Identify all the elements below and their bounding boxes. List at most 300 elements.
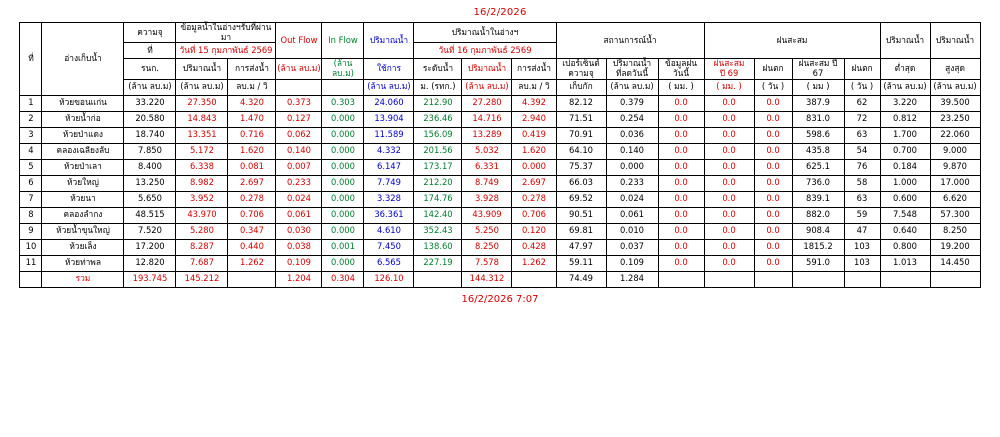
cell-percent: 69.81: [556, 223, 606, 239]
col-rain67-unit: ( มม ): [792, 79, 844, 95]
cell-rain_69: 0.0: [704, 111, 754, 127]
summary-rain_days_69: [754, 271, 792, 287]
cell-rain_today: 0.0: [658, 207, 704, 223]
col-index: ที่: [20, 23, 42, 96]
col-group-prev-storage: ข้อมูลน้ำในอ่างฯรับที่ผ่านมา: [176, 23, 276, 43]
cell-percent: 69.52: [556, 191, 606, 207]
cell-rain_days_67: 62: [844, 95, 880, 111]
cell-out_flow: 0.007: [276, 159, 322, 175]
col-rain67-l1-sub: 67: [812, 67, 824, 78]
cell-drop: 0.379: [606, 95, 658, 111]
cell-in_flow: 0.000: [322, 191, 364, 207]
col-group-status: สถานการณ์น้ำ: [556, 23, 704, 59]
col-min-volume-unit: (ล้าน ลบ.ม): [880, 79, 930, 95]
cell-out_flow: 0.030: [276, 223, 322, 239]
cell-rain_days_69: 0.0: [754, 175, 792, 191]
cell-idx: 7: [20, 191, 42, 207]
cell-rain_days_69: 0.0: [754, 223, 792, 239]
col-today-vol-l1: ปริมาณน้ำ: [462, 59, 512, 79]
cell-max: 14.450: [930, 255, 980, 271]
col-drop-unit: (ล้าน ลบ.ม): [606, 79, 658, 95]
col-today-date: วันที่ 16 กุมภาพันธ์ 2569: [414, 43, 556, 59]
col-rain-today-l1: ข้อมูลฝน วันนี้: [658, 59, 704, 79]
summary-index-blank: [20, 271, 42, 287]
header-row-3: [20, 59, 980, 79]
summary-max: [930, 271, 980, 287]
cell-use_vol: 7.450: [364, 239, 414, 255]
summary-level: [414, 271, 462, 287]
cell-rain_67: 908.4: [792, 223, 844, 239]
cell-drop: 0.037: [606, 239, 658, 255]
cell-drop: 0.010: [606, 223, 658, 239]
cell-out_flow: 0.038: [276, 239, 322, 255]
cell-capacity: 18.740: [124, 127, 176, 143]
table-row: [20, 127, 980, 143]
cell-name: ห้วยน้ำขุนใหญ่: [42, 223, 124, 239]
cell-out_flow: 0.109: [276, 255, 322, 271]
cell-use_vol: 3.328: [364, 191, 414, 207]
cell-rain_69: 0.0: [704, 223, 754, 239]
cell-prev_vol: 27.350: [176, 95, 228, 111]
cell-drop: 0.036: [606, 127, 658, 143]
cell-level: 173.17: [414, 159, 462, 175]
cell-vol: 27.280: [462, 95, 512, 111]
summary-prev_vol: 145.212: [176, 271, 228, 287]
summary-use_vol: 126.10: [364, 271, 414, 287]
summary-drop: 1.284: [606, 271, 658, 287]
cell-drop: 0.061: [606, 207, 658, 223]
cell-vol: 8.749: [462, 175, 512, 191]
table-header: [20, 23, 980, 96]
cell-rain_69: 0.0: [704, 207, 754, 223]
summary-send: [512, 271, 556, 287]
table-body: [20, 95, 980, 287]
cell-rain_days_69: 0.0: [754, 111, 792, 127]
col-prev-send-l1: การส่งน้ำ: [228, 59, 276, 79]
cell-level: 142.40: [414, 207, 462, 223]
cell-idx: 8: [20, 207, 42, 223]
cell-in_flow: 0.000: [322, 207, 364, 223]
cell-min: 0.600: [880, 191, 930, 207]
col-rain69-l1: ฝนสะสม ปี 69: [704, 59, 754, 79]
cell-percent: 71.51: [556, 111, 606, 127]
cell-prev_vol: 5.172: [176, 143, 228, 159]
cell-name: ห้วยนา: [42, 191, 124, 207]
cell-in_flow: 0.000: [322, 127, 364, 143]
table-row: [20, 159, 980, 175]
cell-prev_send: 2.697: [228, 175, 276, 191]
cell-rain_69: 0.0: [704, 191, 754, 207]
cell-min: 0.700: [880, 143, 930, 159]
col-group-rain: ฝนสะสม: [704, 23, 880, 59]
cell-max: 57.300: [930, 207, 980, 223]
col-in-flow-title: In Flow: [322, 23, 364, 59]
cell-rain_69: 0.0: [704, 175, 754, 191]
cell-prev_send: 0.278: [228, 191, 276, 207]
cell-name: ห้วยใหญ่: [42, 175, 124, 191]
cell-rain_67: 839.1: [792, 191, 844, 207]
cell-rain_67: 625.1: [792, 159, 844, 175]
cell-rain_67: 591.0: [792, 255, 844, 271]
table-row: [20, 223, 980, 239]
cell-use_vol: 7.749: [364, 175, 414, 191]
cell-use_vol: 36.361: [364, 207, 414, 223]
table-row: [20, 175, 980, 191]
cell-use_vol: 11.589: [364, 127, 414, 143]
cell-vol: 5.250: [462, 223, 512, 239]
cell-rain_today: 0.0: [658, 127, 704, 143]
cell-send: 2.940: [512, 111, 556, 127]
cell-max: 6.620: [930, 191, 980, 207]
cell-out_flow: 0.024: [276, 191, 322, 207]
cell-rain_69: 0.0: [704, 143, 754, 159]
summary-capacity: 193.745: [124, 271, 176, 287]
table-row: [20, 207, 980, 223]
cell-rain_days_67: 103: [844, 239, 880, 255]
cell-send: 1.620: [512, 143, 556, 159]
col-today-send-unit: ลบ.ม / วิ: [512, 79, 556, 95]
col-reservoir: อ่างเก็บน้ำ: [42, 23, 124, 96]
cell-capacity: 7.850: [124, 143, 176, 159]
cell-prev_vol: 8.982: [176, 175, 228, 191]
col-raindays67-unit: ( วัน ): [844, 79, 880, 95]
cell-idx: 2: [20, 111, 42, 127]
cell-use_vol: 24.060: [364, 95, 414, 111]
cell-percent: 66.03: [556, 175, 606, 191]
cell-in_flow: 0.000: [322, 175, 364, 191]
cell-rain_today: 0.0: [658, 111, 704, 127]
cell-level: 174.76: [414, 191, 462, 207]
cell-vol: 14.716: [462, 111, 512, 127]
col-prev-vol-l1: ปริมาณน้ำ: [176, 59, 228, 79]
cell-name: ห้วยเล็ง: [42, 239, 124, 255]
table-row: [20, 111, 980, 127]
col-percent-l2: เก็บกัก: [556, 79, 606, 95]
water-reservoir-table: [19, 22, 980, 288]
cell-in_flow: 0.001: [322, 239, 364, 255]
cell-prev_send: 0.440: [228, 239, 276, 255]
cell-prev_vol: 8.287: [176, 239, 228, 255]
cell-use_vol: 4.332: [364, 143, 414, 159]
cell-capacity: 20.580: [124, 111, 176, 127]
cell-idx: 3: [20, 127, 42, 143]
table-row: [20, 95, 980, 111]
cell-out_flow: 0.127: [276, 111, 322, 127]
summary-vol: 144.312: [462, 271, 512, 287]
summary-rain_days_67: [844, 271, 880, 287]
cell-capacity: 5.650: [124, 191, 176, 207]
col-level-unit: ม. (รทก.): [414, 79, 462, 95]
cell-name: ห้วยป่าแดง: [42, 127, 124, 143]
cell-name: ห้วยท่าพล: [42, 255, 124, 271]
cell-name: ห้วยป่าเลา: [42, 159, 124, 175]
cell-idx: 4: [20, 143, 42, 159]
cell-max: 9.870: [930, 159, 980, 175]
cell-use_vol: 13.904: [364, 111, 414, 127]
cell-rain_67: 598.6: [792, 127, 844, 143]
table-row: [20, 191, 980, 207]
cell-rain_today: 0.0: [658, 191, 704, 207]
cell-idx: 6: [20, 175, 42, 191]
cell-in_flow: 0.000: [322, 143, 364, 159]
cell-rain_today: 0.0: [658, 143, 704, 159]
cell-out_flow: 0.233: [276, 175, 322, 191]
cell-vol: 13.289: [462, 127, 512, 143]
col-today-vol-unit: (ล้าน ลบ.ม): [462, 79, 512, 95]
summary-label: รวม: [42, 271, 124, 287]
col-raindays69-l1: ฝนตก: [754, 59, 792, 79]
cell-level: 201.56: [414, 143, 462, 159]
cell-capacity: 8.400: [124, 159, 176, 175]
cell-rain_days_67: 47: [844, 223, 880, 239]
col-today-send-l1: การส่งน้ำ: [512, 59, 556, 79]
cell-rain_today: 0.0: [658, 223, 704, 239]
col-out-flow-spacer: [276, 79, 322, 95]
summary-out_flow: 1.204: [276, 271, 322, 287]
cell-send: 1.262: [512, 255, 556, 271]
cell-min: 1.013: [880, 255, 930, 271]
cell-send: 0.278: [512, 191, 556, 207]
summary-rain_today: [658, 271, 704, 287]
cell-rain_67: 882.0: [792, 207, 844, 223]
cell-drop: 0.024: [606, 191, 658, 207]
cell-out_flow: 0.373: [276, 95, 322, 111]
cell-prev_send: 1.620: [228, 143, 276, 159]
col-use-volume-l1: ปริมาณน้ำ: [364, 23, 414, 59]
table-row: [20, 255, 980, 271]
cell-capacity: 13.250: [124, 175, 176, 191]
report-footer-timestamp: 16/2/2026 7:07: [461, 293, 539, 305]
cell-max: 19.200: [930, 239, 980, 255]
cell-max: 17.000: [930, 175, 980, 191]
cell-rain_days_67: 63: [844, 127, 880, 143]
cell-rain_days_67: 54: [844, 143, 880, 159]
cell-prev_vol: 7.687: [176, 255, 228, 271]
cell-out_flow: 0.061: [276, 207, 322, 223]
cell-drop: 0.109: [606, 255, 658, 271]
cell-rain_days_67: 76: [844, 159, 880, 175]
col-raindays69-unit: ( วัน ): [754, 79, 792, 95]
col-drop-l1: ปริมาณน้ำ ที่ลดวันนี้: [606, 59, 658, 79]
col-in-flow-unit: (ล้าน ลบ.ม): [322, 59, 364, 79]
cell-in_flow: 0.000: [322, 159, 364, 175]
cell-prev_send: 0.347: [228, 223, 276, 239]
cell-rain_days_69: 0.0: [754, 127, 792, 143]
cell-use_vol: 4.610: [364, 223, 414, 239]
cell-percent: 75.37: [556, 159, 606, 175]
cell-max: 39.500: [930, 95, 980, 111]
cell-prev_vol: 43.970: [176, 207, 228, 223]
cell-level: 227.19: [414, 255, 462, 271]
cell-rain_days_69: 0.0: [754, 207, 792, 223]
cell-max: 23.250: [930, 111, 980, 127]
cell-percent: 64.10: [556, 143, 606, 159]
cell-level: 156.09: [414, 127, 462, 143]
cell-rain_today: 0.0: [658, 159, 704, 175]
cell-prev_vol: 13.351: [176, 127, 228, 143]
cell-send: 4.392: [512, 95, 556, 111]
cell-rain_days_69: 0.0: [754, 95, 792, 111]
cell-min: 0.800: [880, 239, 930, 255]
cell-percent: 82.12: [556, 95, 606, 111]
cell-idx: 5: [20, 159, 42, 175]
cell-min: 0.640: [880, 223, 930, 239]
cell-rain_69: 0.0: [704, 239, 754, 255]
cell-rain_days_69: 0.0: [754, 191, 792, 207]
cell-rain_days_69: 0.0: [754, 239, 792, 255]
cell-capacity: 17.200: [124, 239, 176, 255]
cell-rain_days_69: 0.0: [754, 143, 792, 159]
header-row-4: [20, 79, 980, 95]
col-out-flow-title: Out Flow: [276, 23, 322, 59]
col-min-volume-l1: ปริมาณน้ำ: [880, 23, 930, 59]
cell-level: 212.20: [414, 175, 462, 191]
col-percent-l1-sub: ความจุ: [568, 67, 594, 78]
cell-level: 138.60: [414, 239, 462, 255]
cell-drop: 0.140: [606, 143, 658, 159]
cell-vol: 43.909: [462, 207, 512, 223]
col-level-l1: ระดับน้ำ: [414, 59, 462, 79]
col-rain-today-l1-sub: วันนี้: [672, 67, 690, 78]
cell-idx: 10: [20, 239, 42, 255]
col-prev-vol-unit: (ล้าน ลบ.ม): [176, 79, 228, 95]
cell-name: ห้วยขอนแก่น: [42, 95, 124, 111]
summary-in_flow: 0.304: [322, 271, 364, 287]
col-max-volume-l2: สูงสุด: [930, 59, 980, 79]
cell-out_flow: 0.062: [276, 127, 322, 143]
col-capacity-l1: ความจุ: [124, 23, 176, 43]
col-rain69-l1-sub: ปี 69: [719, 67, 739, 78]
cell-max: 9.000: [930, 143, 980, 159]
cell-level: 352.43: [414, 223, 462, 239]
cell-idx: 9: [20, 223, 42, 239]
cell-vol: 8.250: [462, 239, 512, 255]
cell-rain_days_67: 72: [844, 111, 880, 127]
cell-prev_vol: 14.843: [176, 111, 228, 127]
table-summary-row: [20, 271, 980, 287]
cell-rain_69: 0.0: [704, 127, 754, 143]
col-rain-today-unit: ( มม. ): [658, 79, 704, 95]
cell-send: 0.000: [512, 159, 556, 175]
table-row: [20, 143, 980, 159]
cell-rain_days_69: 0.0: [754, 255, 792, 271]
cell-rain_67: 831.0: [792, 111, 844, 127]
col-group-today: ปริมาณน้ำในอ่างฯ: [414, 23, 556, 43]
header-row-1: [20, 23, 980, 43]
col-rain67-l1: ฝนสะสม ปี 67: [792, 59, 844, 79]
cell-idx: 11: [20, 255, 42, 271]
cell-vol: 7.578: [462, 255, 512, 271]
table-row: [20, 239, 980, 255]
summary-percent: 74.49: [556, 271, 606, 287]
cell-rain_days_69: 0.0: [754, 159, 792, 175]
col-use-volume-l2: ใช้การ: [364, 59, 414, 79]
cell-prev_send: 0.706: [228, 207, 276, 223]
cell-send: 0.706: [512, 207, 556, 223]
cell-send: 0.419: [512, 127, 556, 143]
cell-vol: 5.032: [462, 143, 512, 159]
cell-prev_vol: 5.280: [176, 223, 228, 239]
cell-rain_today: 0.0: [658, 239, 704, 255]
cell-min: 0.184: [880, 159, 930, 175]
col-prev-date: วันที่ 15 กุมภาพันธ์ 2569: [176, 43, 276, 59]
cell-rain_69: 0.0: [704, 95, 754, 111]
cell-min: 0.812: [880, 111, 930, 127]
cell-prev_send: 1.262: [228, 255, 276, 271]
cell-name: ห้วยน้ำก่อ: [42, 111, 124, 127]
cell-capacity: 12.820: [124, 255, 176, 271]
cell-use_vol: 6.565: [364, 255, 414, 271]
cell-in_flow: 0.000: [322, 111, 364, 127]
cell-send: 2.697: [512, 175, 556, 191]
cell-level: 236.46: [414, 111, 462, 127]
col-capacity-unit: (ล้าน ลบ.ม): [124, 79, 176, 95]
cell-rain_69: 0.0: [704, 255, 754, 271]
cell-rain_67: 1815.2: [792, 239, 844, 255]
col-out-flow-unit: (ล้าน ลบ.ม): [276, 59, 322, 79]
cell-rain_today: 0.0: [658, 95, 704, 111]
cell-use_vol: 6.147: [364, 159, 414, 175]
col-capacity-l2: ที่: [124, 43, 176, 59]
summary-prev_send: [228, 271, 276, 287]
cell-prev_vol: 6.338: [176, 159, 228, 175]
cell-drop: 0.233: [606, 175, 658, 191]
cell-percent: 47.97: [556, 239, 606, 255]
summary-rain_67: [792, 271, 844, 287]
cell-min: 7.548: [880, 207, 930, 223]
cell-capacity: 33.220: [124, 95, 176, 111]
cell-capacity: 7.520: [124, 223, 176, 239]
col-rain69-unit: ( มม. ): [704, 79, 754, 95]
col-max-volume-l1: ปริมาณน้ำ: [930, 23, 980, 59]
cell-min: 1.700: [880, 127, 930, 143]
col-capacity-l3: รนก.: [124, 59, 176, 79]
cell-prev_vol: 3.952: [176, 191, 228, 207]
cell-out_flow: 0.140: [276, 143, 322, 159]
cell-prev_send: 4.320: [228, 95, 276, 111]
cell-rain_67: 736.0: [792, 175, 844, 191]
report-header-date: 16/2/2026: [473, 7, 527, 18]
cell-rain_days_67: 58: [844, 175, 880, 191]
summary-rain_69: [704, 271, 754, 287]
cell-send: 0.120: [512, 223, 556, 239]
cell-send: 0.428: [512, 239, 556, 255]
col-drop-l1-sub: ที่ลดวันนี้: [615, 67, 649, 78]
cell-vol: 6.331: [462, 159, 512, 175]
col-in-flow-spacer: [322, 79, 364, 95]
cell-drop: 0.254: [606, 111, 658, 127]
col-min-volume-l2: ต่ำสุด: [880, 59, 930, 79]
cell-rain_days_67: 103: [844, 255, 880, 271]
cell-rain_67: 387.9: [792, 95, 844, 111]
cell-prev_send: 0.081: [228, 159, 276, 175]
col-percent-l1: เปอร์เซ็นต์ ความจุ: [556, 59, 606, 79]
cell-percent: 90.51: [556, 207, 606, 223]
col-raindays67-l1: ฝนตก: [844, 59, 880, 79]
cell-prev_send: 0.716: [228, 127, 276, 143]
col-max-volume-unit: (ล้าน ลบ.ม): [930, 79, 980, 95]
cell-drop: 0.000: [606, 159, 658, 175]
col-use-volume-unit: (ล้าน ลบ.ม): [364, 79, 414, 95]
cell-rain_days_67: 63: [844, 191, 880, 207]
cell-in_flow: 0.000: [322, 223, 364, 239]
cell-rain_today: 0.0: [658, 255, 704, 271]
cell-max: 22.060: [930, 127, 980, 143]
cell-rain_days_67: 59: [844, 207, 880, 223]
cell-in_flow: 0.000: [322, 255, 364, 271]
summary-min: [880, 271, 930, 287]
cell-min: 1.000: [880, 175, 930, 191]
